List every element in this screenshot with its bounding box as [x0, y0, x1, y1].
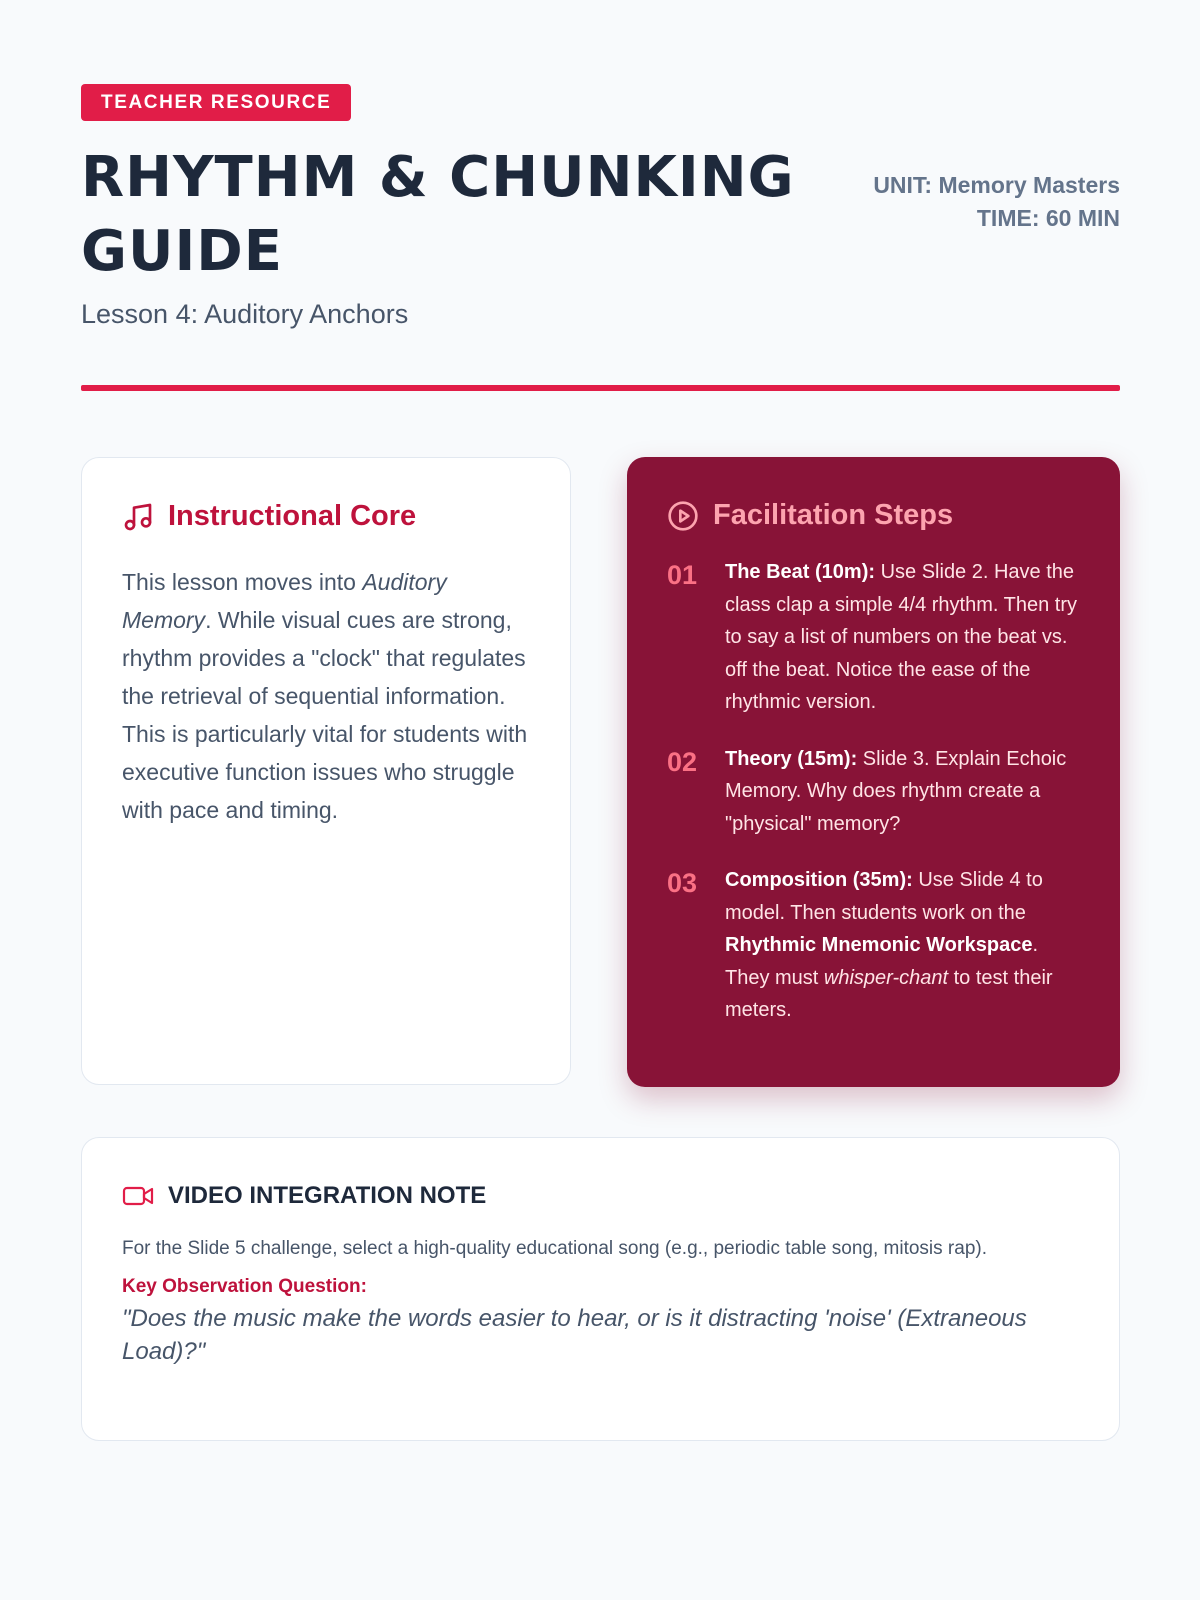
video-camera-icon [122, 1184, 154, 1208]
facilitation-steps-card [627, 457, 1120, 1087]
cards-row [81, 457, 1120, 1087]
lesson-meta [873, 169, 1120, 235]
step-description-end: to test their meters. [725, 966, 1053, 1021]
facilitation-steps-heading [667, 499, 1080, 532]
video-integration-heading [122, 1182, 1079, 1210]
step-text [725, 743, 1080, 841]
instructional-core-card [81, 457, 571, 1085]
key-question-quote: "Does the music make the words easier to hear, or is it distracting 'noise' (Extraneous Load)?" [122, 1305, 1027, 1365]
step-label: Theory (15m): [725, 747, 858, 770]
unit-label: UNIT: Memory Masters [873, 172, 1120, 198]
step-description: Slide 3. Explain Echoic Memory. Why does rhythm create a "physical" memory? [725, 747, 1067, 835]
step-text [725, 556, 1080, 719]
instructional-core-heading [122, 500, 530, 533]
teacher-resource-badge: TEACHER RESOURCE [81, 84, 351, 121]
instructional-core-body [122, 563, 530, 829]
header [81, 141, 1120, 359]
instructional-core-title: Instructional Core [168, 500, 417, 532]
video-integration-card [81, 1137, 1120, 1441]
key-question-label: Key Observation Question: [122, 1276, 367, 1297]
video-integration-body: For the Slide 5 challenge, select a high-quality educational song (e.g., periodic table song, mitosis rap). [122, 1238, 987, 1259]
step-workspace-name: Rhythmic Mnemonic Workspace [725, 934, 1033, 956]
step-text [725, 864, 1080, 1027]
core-body-text: This lesson moves into [122, 569, 363, 595]
step-label: The Beat (10m): [725, 561, 876, 583]
facilitation-steps-title: Facilitation Steps [713, 499, 954, 531]
core-body-text-rest: . While visual cues are strong, rhythm provides a "clock" that regulates the retrieval of sequential information. This is particularly vital for students with executive function issues who struggle with pace and timing. [122, 607, 528, 823]
step-number: 02 [667, 746, 698, 777]
step-item [667, 743, 1080, 841]
step-label: Composition (35m): [725, 869, 913, 891]
page [81, 84, 1120, 1087]
header-divider [81, 385, 1120, 391]
play-circle-icon [667, 500, 699, 532]
step-number: 03 [667, 868, 698, 898]
step-description-cont: . They must [725, 934, 1039, 989]
step-description: Use Slide 4 to model. Then students work on the [725, 869, 1043, 924]
lesson-subtitle: Lesson 4: Auditory Anchors [81, 299, 409, 329]
music-note-icon [122, 501, 154, 533]
step-description: Use Slide 2. Have the class clap a simple 4/4 rhythm. Then try to say a list of numbers on the beat vs. off the beat. Notice the ease of the rhythmic version. [725, 561, 1077, 713]
steps-list [667, 556, 1080, 1027]
step-item [667, 556, 1080, 719]
step-emphasis: whisper-chant [823, 966, 949, 989]
time-label: TIME: 60 MIN [976, 205, 1120, 231]
core-body-emphasis: Auditory Memory [122, 569, 447, 633]
step-item [667, 864, 1080, 1027]
step-number: 01 [667, 560, 698, 590]
page-title: RHYTHM & CHUNKING GUIDE [81, 145, 795, 284]
video-integration-title: VIDEO INTEGRATION NOTE [168, 1182, 487, 1209]
